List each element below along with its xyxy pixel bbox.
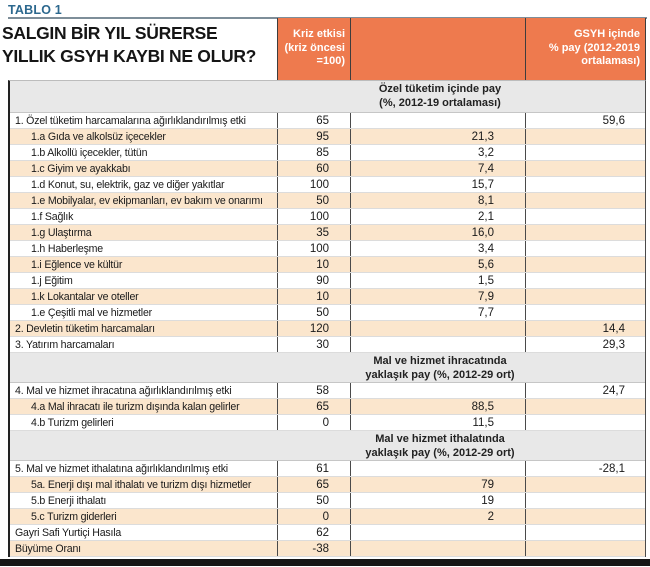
share-value: 5,6	[350, 257, 525, 272]
crisis-effect-value: 65	[277, 399, 350, 414]
row-label: 1.e Çeşitli mal ve hizmetler	[31, 306, 152, 319]
row-label: 2. Devletin tüketim harcamaları	[15, 322, 155, 335]
section-band-line: yaklaşık pay (%, 2012-29 ort)	[365, 368, 515, 381]
section-band-line: (%, 2012-19 ortalaması)	[379, 96, 501, 109]
gdp-share-value	[525, 541, 645, 556]
table-row	[10, 145, 645, 161]
crisis-effect-value: 65	[277, 477, 350, 492]
row-label: 1.j Eğitim	[31, 274, 73, 287]
row-label: 1.e Mobilyalar, ev ekipmanları, ev bakım ve onarımı	[31, 194, 263, 207]
section-band	[10, 81, 645, 113]
crisis-effect-value: 120	[277, 321, 350, 336]
section-band-title	[300, 355, 580, 382]
table-row	[10, 305, 645, 321]
gdp-share-value	[525, 477, 645, 492]
table-row	[10, 193, 645, 209]
column-header-spacer	[350, 18, 525, 80]
share-value: 11,5	[350, 415, 525, 430]
section-band-line: Mal ve hizmet ihracatında	[373, 355, 507, 367]
crisis-effect-value: 65	[277, 113, 350, 128]
row-label: 1.a Gıda ve alkolsüz içecekler	[31, 130, 166, 143]
crisis-effect-value: 100	[277, 241, 350, 256]
table-row	[10, 525, 645, 541]
row-label: 1.h Haberleşme	[31, 242, 103, 255]
gdp-share-value	[525, 289, 645, 304]
share-value: 16,0	[350, 225, 525, 240]
crisis-effect-value: -38	[277, 541, 350, 556]
gdp-share-value	[525, 415, 645, 430]
share-value: 79	[350, 477, 525, 492]
gdp-share-value: 24,7	[525, 383, 645, 398]
row-label: 4. Mal ve hizmet ihracatına ağırlıklandırılmış etki	[15, 384, 232, 397]
gdp-share-value	[525, 241, 645, 256]
table-row	[10, 225, 645, 241]
crisis-effect-value: 35	[277, 225, 350, 240]
table-row	[10, 493, 645, 509]
section-band-title	[300, 83, 580, 110]
row-label: 5.c Turizm giderleri	[31, 510, 117, 523]
gdp-share-value	[525, 525, 645, 540]
table-row	[10, 257, 645, 273]
table-label: TABLO 1	[8, 3, 62, 17]
gdp-share-value	[525, 145, 645, 160]
crisis-effect-value: 85	[277, 145, 350, 160]
crisis-effect-value: 62	[277, 525, 350, 540]
row-label: 1.c Giyim ve ayakkabı	[31, 162, 131, 175]
bottom-rule	[0, 559, 650, 566]
data-table	[8, 80, 646, 557]
crisis-effect-value: 61	[277, 461, 350, 476]
row-label: 1.f Sağlık	[31, 210, 74, 223]
table-row	[10, 113, 645, 129]
table-row	[10, 399, 645, 415]
column-header-gdp-line2: % pay (2012-2019	[548, 41, 640, 54]
gdp-share-value	[525, 493, 645, 508]
table-label-rule	[8, 1, 647, 19]
crisis-effect-value: 0	[277, 509, 350, 524]
share-value	[350, 541, 525, 556]
table-row	[10, 509, 645, 525]
row-label: Gayri Safi Yurtiçi Hasıla	[15, 526, 122, 539]
share-value: 7,9	[350, 289, 525, 304]
crisis-effect-value: 10	[277, 289, 350, 304]
table-row	[10, 129, 645, 145]
column-header-crisis-effect	[277, 18, 350, 80]
gdp-share-value	[525, 177, 645, 192]
table-row	[10, 461, 645, 477]
gdp-share-value	[525, 273, 645, 288]
table-row	[10, 177, 645, 193]
table-row	[10, 241, 645, 257]
crisis-effect-value: 100	[277, 177, 350, 192]
table-row	[10, 477, 645, 493]
page-title-line1: SALGIN BİR YIL SÜRERSE	[2, 23, 218, 43]
share-value: 1,5	[350, 273, 525, 288]
gdp-share-value	[525, 305, 645, 320]
section-band-line: Özel tüketim içinde pay	[378, 83, 502, 95]
share-value: 3,4	[350, 241, 525, 256]
crisis-effect-value: 100	[277, 209, 350, 224]
column-header-gdp-line3: ortalaması)	[581, 55, 640, 67]
row-label: 1.i Eğlence ve kültür	[31, 258, 123, 271]
section-band-line: Mal ve hizmet ithalatında	[375, 433, 505, 445]
share-value: 88,5	[350, 399, 525, 414]
share-value	[350, 337, 525, 352]
crisis-effect-value: 0	[277, 415, 350, 430]
share-value	[350, 525, 525, 540]
row-label: 1. Özel tüketim harcamalarına ağırlıklandırılmış etki	[15, 114, 246, 127]
gdp-share-value	[525, 399, 645, 414]
share-value: 2	[350, 509, 525, 524]
page-title-line2: YILLIK GSYH KAYBI NE OLUR?	[2, 46, 257, 66]
row-label: 4.a Mal ihracatı ile turizm dışında kalan gelirler	[31, 400, 240, 413]
table-row	[10, 273, 645, 289]
row-label: 1.k Lokantalar ve oteller	[31, 290, 139, 303]
crisis-effect-value: 50	[277, 193, 350, 208]
share-value: 21,3	[350, 129, 525, 144]
gdp-share-value	[525, 193, 645, 208]
gdp-share-value	[525, 161, 645, 176]
share-value: 8,1	[350, 193, 525, 208]
crisis-effect-value: 30	[277, 337, 350, 352]
share-value	[350, 113, 525, 128]
crisis-effect-value: 95	[277, 129, 350, 144]
column-header-gdp-share	[525, 18, 646, 80]
share-value	[350, 321, 525, 336]
gdp-share-value	[525, 129, 645, 144]
crisis-effect-value: 60	[277, 161, 350, 176]
row-label: 5.b Enerji ithalatı	[31, 494, 107, 507]
section-band	[10, 353, 645, 383]
share-value: 19	[350, 493, 525, 508]
page-title	[2, 22, 268, 68]
share-value: 7,7	[350, 305, 525, 320]
row-label: 1.d Konut, su, elektrik, gaz ve diğer yakıtlar	[31, 178, 225, 191]
row-label: Büyüme Oranı	[15, 542, 81, 555]
gdp-share-value	[525, 209, 645, 224]
crisis-effect-value: 90	[277, 273, 350, 288]
row-label: 5. Mal ve hizmet ithalatına ağırlıklandırılmış etki	[15, 462, 228, 475]
share-value: 15,7	[350, 177, 525, 192]
section-band-title	[300, 433, 580, 460]
table-row	[10, 541, 645, 557]
row-label: 1.b Alkollü içecekler, tütün	[31, 146, 148, 159]
share-value: 2,1	[350, 209, 525, 224]
row-label: 3. Yatırım harcamaları	[15, 338, 115, 351]
gdp-share-value	[525, 225, 645, 240]
table-row	[10, 321, 645, 337]
share-value	[350, 461, 525, 476]
crisis-effect-value: 10	[277, 257, 350, 272]
share-value: 7,4	[350, 161, 525, 176]
share-value: 3,2	[350, 145, 525, 160]
column-header-crisis-line2: (kriz öncesi	[284, 41, 345, 54]
share-value	[350, 383, 525, 398]
gdp-share-value	[525, 257, 645, 272]
gdp-share-value	[525, 509, 645, 524]
crisis-effect-value: 50	[277, 493, 350, 508]
table-row	[10, 289, 645, 305]
table-row	[10, 415, 645, 431]
column-header-crisis-line1: Kriz etkisi	[293, 28, 345, 40]
column-header-crisis-line3: =100)	[316, 55, 345, 67]
table-row	[10, 161, 645, 177]
column-header-gdp-line1: GSYH içinde	[573, 28, 640, 40]
crisis-effect-value: 50	[277, 305, 350, 320]
row-label: 5a. Enerji dışı mal ithalatı ve turizm dışı hizmetler	[31, 478, 252, 491]
table-row	[10, 383, 645, 399]
row-label: 1.g Ulaştırma	[31, 226, 92, 239]
gdp-share-value: 29,3	[525, 337, 645, 352]
gdp-share-value: 59,6	[525, 113, 645, 128]
crisis-effect-value: 58	[277, 383, 350, 398]
row-label: 4.b Turizm gelirleri	[31, 416, 114, 429]
gdp-share-value: 14,4	[525, 321, 645, 336]
gdp-share-value: -28,1	[525, 461, 645, 476]
table-row	[10, 209, 645, 225]
section-band	[10, 431, 645, 461]
section-band-line: yaklaşık pay (%, 2012-29 ort)	[365, 446, 515, 459]
table-row	[10, 337, 645, 353]
